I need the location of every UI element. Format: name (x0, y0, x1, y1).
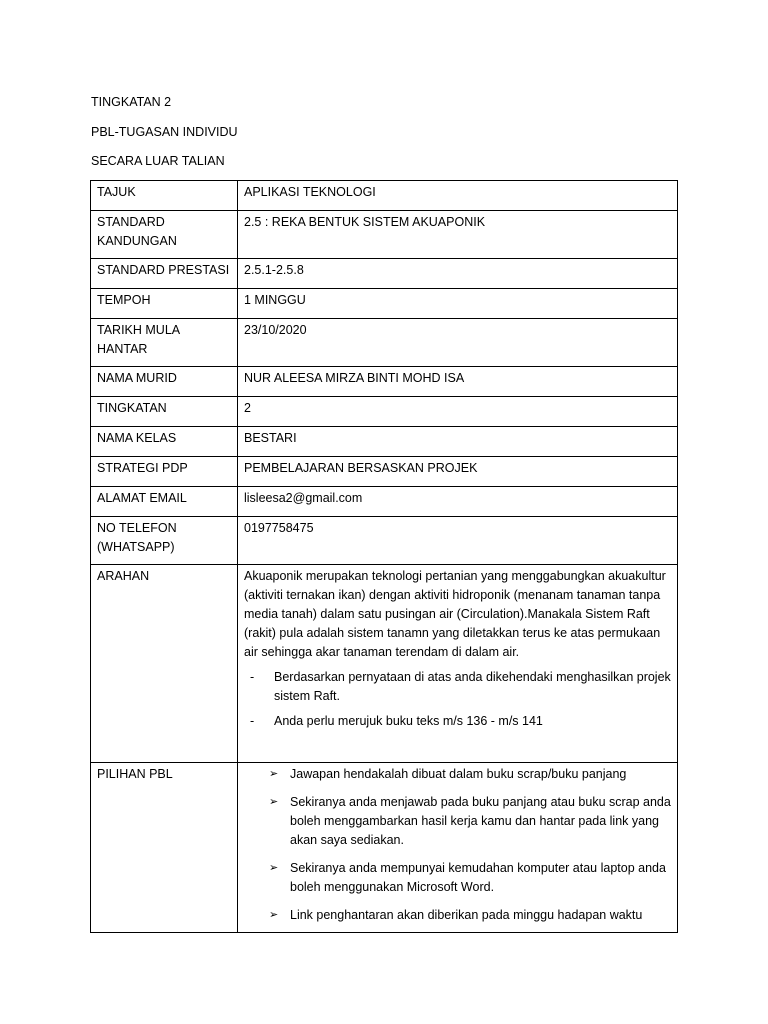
assignment-table (90, 180, 678, 933)
table-row (91, 397, 678, 427)
row-value: BESTARI (238, 427, 678, 457)
arahan-bullet-list (244, 668, 671, 731)
table-row (91, 319, 678, 367)
row-value: PEMBELAJARAN BERSASKAN PROJEK (238, 457, 678, 487)
arrow-bullet-icon: ➢ (269, 909, 279, 921)
pilihan-bullet-list (244, 765, 671, 925)
bullet-text: Berdasarkan pernyataan di atas anda dikehendaki menghasilkan projek sistem Raft. (274, 670, 671, 703)
arrow-bullet-icon: ➢ (269, 796, 279, 808)
table-row (91, 487, 678, 517)
dash-bullet: - (250, 670, 255, 684)
row-value: NUR ALEESA MIRZA BINTI MOHD ISA (238, 367, 678, 397)
list-item (244, 765, 671, 784)
arahan-content (238, 565, 678, 763)
bullet-text: Anda perlu merujuk buku teks m/s 136 - m/s 141 (274, 714, 543, 728)
dash-bullet: - (250, 714, 255, 728)
row-label: ALAMAT EMAIL (91, 487, 238, 517)
row-label: TEMPOH (91, 289, 238, 319)
row-value: lisleesa2@gmail.com (238, 487, 678, 517)
table-row (91, 259, 678, 289)
row-label: STANDARD KANDUNGAN (91, 211, 238, 259)
list-item (244, 668, 671, 706)
table-row (91, 211, 678, 259)
row-value: 2 (238, 397, 678, 427)
row-value: 23/10/2020 (238, 319, 678, 367)
heading-pbl-tugasan: PBL-TUGASAN INDIVIDU (91, 125, 238, 139)
row-value: 2.5 : REKA BENTUK SISTEM AKUAPONIK (238, 211, 678, 259)
row-label: NAMA MURID (91, 367, 238, 397)
row-label: NO TELEFON (WHATSAPP) (91, 517, 238, 565)
bullet-text: Sekiranya anda mempunyai kemudahan komputer atau laptop anda boleh menggunakan Microsoft Word. (290, 861, 666, 894)
arrow-bullet-icon: ➢ (269, 768, 279, 780)
row-label: STRATEGI PDP (91, 457, 238, 487)
table-row-arahan (91, 565, 678, 763)
row-label: TAJUK (91, 181, 238, 211)
row-value: 0197758475 (238, 517, 678, 565)
list-item (244, 906, 671, 925)
list-item (244, 859, 671, 897)
table-row (91, 427, 678, 457)
list-item (244, 712, 671, 731)
bullet-text: Link penghantaran akan diberikan pada minggu hadapan waktu (290, 908, 643, 922)
row-value: 2.5.1-2.5.8 (238, 259, 678, 289)
row-label: STANDARD PRESTASI (91, 259, 238, 289)
table-row (91, 457, 678, 487)
list-item (244, 793, 671, 850)
row-label: TARIKH MULA HANTAR (91, 319, 238, 367)
table-row (91, 181, 678, 211)
row-value: APLIKASI TEKNOLOGI (238, 181, 678, 211)
pilihan-content (238, 763, 678, 933)
arrow-bullet-icon: ➢ (269, 862, 279, 874)
table-row (91, 517, 678, 565)
row-label: NAMA KELAS (91, 427, 238, 457)
table-row-pilihan (91, 763, 678, 933)
bullet-text: Sekiranya anda menjawab pada buku panjang atau buku scrap anda boleh menggambarkan hasil kerja kamu dan hantar pada link yang akan saya sediakan. (290, 795, 671, 847)
row-label: TINGKATAN (91, 397, 238, 427)
pilihan-label: PILIHAN PBL (91, 763, 238, 933)
bullet-text: Jawapan hendakalah dibuat dalam buku scrap/buku panjang (290, 767, 627, 781)
heading-secara-luar-talian: SECARA LUAR TALIAN (91, 154, 225, 168)
arahan-paragraph: Akuaponik merupakan teknologi pertanian yang menggabungkan akuakultur (aktiviti ternakan ikan) dengan aktiviti hidroponik (menanam tanaman tanpa media tanah) dalam satu pusingan air (Circulation).Manakala Sistem Raft (rakit) pula adalah sistem tanamn yang diletakkan terus ke atas permukaan air sehingga akar tanaman terendam di dalam air. (244, 569, 666, 659)
heading-tingkatan: TINGKATAN 2 (91, 95, 172, 109)
row-value: 1 MINGGU (238, 289, 678, 319)
table-row (91, 367, 678, 397)
table-row (91, 289, 678, 319)
arahan-label: ARAHAN (91, 565, 238, 763)
